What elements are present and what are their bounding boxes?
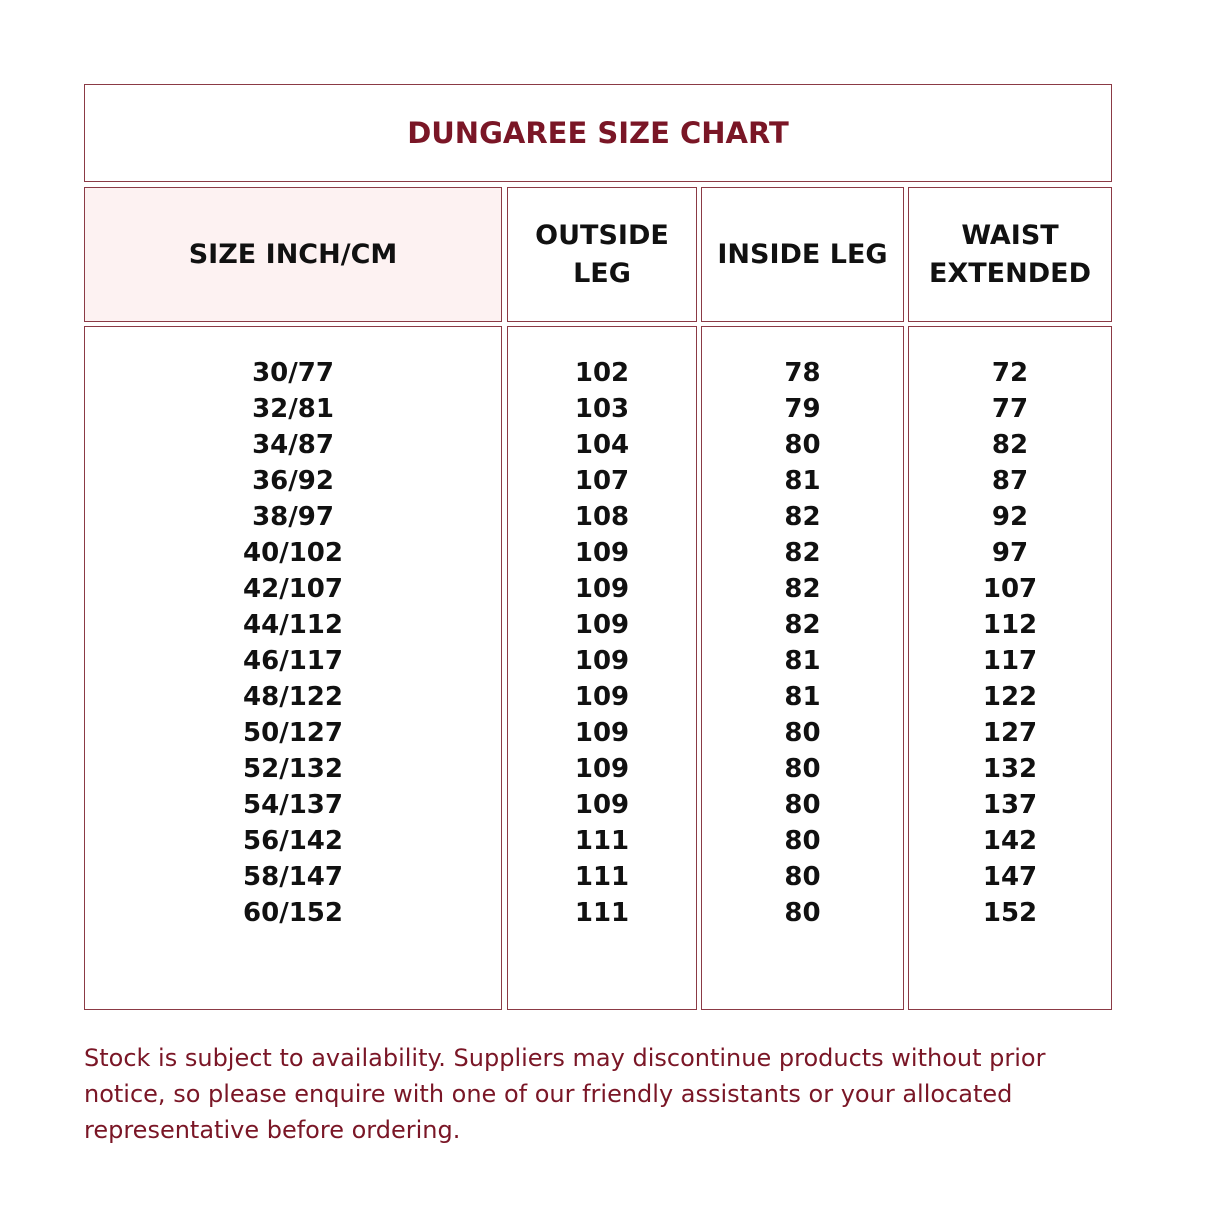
table-cell-waist-extended: 152 [982,898,1038,928]
availability-note: Stock is subject to availability. Suppliers may discontinue products without prior notice, so please enquire with one of our friendly assistants or your allocated representative before ordering. [84,1044,1046,1144]
table-cell-outside-leg: 111 [574,862,630,892]
table-cell-outside-leg: 109 [574,610,630,640]
table-cell-outside-leg: 109 [574,790,630,820]
header-outside-leg-label: OUTSIDE LEG [535,219,669,289]
table-cell-waist-extended: 107 [982,574,1038,604]
column-outside-leg [507,326,697,1010]
header-size-label: SIZE INCH/CM [188,238,398,270]
table-cell-size: 44/112 [243,610,343,640]
column-waist-extended-cells [909,355,1111,931]
table-cell-waist-extended: 82 [991,430,1029,460]
column-size-cells [85,355,501,931]
header-waist-extended-label: WAIST EXTENDED [929,219,1091,289]
table-cell-inside-leg: 78 [784,358,821,388]
table-cell-inside-leg: 82 [784,610,821,640]
table-cell-waist-extended: 77 [991,394,1029,424]
header-waist-extended [908,187,1112,322]
table-cell-inside-leg: 80 [784,430,821,460]
header-inside-leg-label: INSIDE LEG [717,238,888,270]
table-cell-inside-leg: 80 [784,754,821,784]
table-cell-size: 58/147 [243,862,343,892]
table-cell-waist-extended: 127 [982,718,1038,748]
table-cell-inside-leg: 80 [784,898,821,928]
table-cell-inside-leg: 80 [784,826,821,856]
table-cell-inside-leg: 81 [784,466,821,496]
table-cell-outside-leg: 103 [574,394,630,424]
table-cell-outside-leg: 107 [574,466,630,496]
header-inside-leg [701,187,904,322]
table-cell-waist-extended: 112 [982,610,1038,640]
table-cell-size: 30/77 [252,358,334,388]
column-inside-leg [701,326,904,1010]
table-cell-inside-leg: 80 [784,862,821,892]
table-cell-size: 48/122 [243,682,343,712]
table-cell-outside-leg: 111 [574,826,630,856]
table-cell-size: 46/117 [243,646,343,676]
table-cell-size: 54/137 [243,790,343,820]
table-cell-size: 32/81 [252,394,334,424]
table-cell-size: 34/87 [252,430,334,460]
chart-title: DUNGAREE SIZE CHART [407,116,789,150]
column-waist-extended [908,326,1112,1010]
table-cell-outside-leg: 109 [574,646,630,676]
table-cell-waist-extended: 132 [982,754,1038,784]
table-cell-size: 50/127 [243,718,343,748]
table-cell-outside-leg: 104 [574,430,630,460]
column-outside-leg-cells [508,355,696,931]
table-cell-outside-leg: 102 [574,358,630,388]
table-cell-waist-extended: 72 [991,358,1029,388]
table-cell-outside-leg: 108 [574,502,630,532]
table-cell-inside-leg: 82 [784,538,821,568]
header-outside-leg [507,187,697,322]
table-cell-inside-leg: 80 [784,790,821,820]
table-cell-outside-leg: 109 [574,574,630,604]
table-cell-size: 36/92 [252,466,334,496]
table-cell-waist-extended: 142 [982,826,1038,856]
table-cell-size: 56/142 [243,826,343,856]
column-size [84,326,502,1010]
table-cell-waist-extended: 97 [991,538,1029,568]
table-cell-waist-extended: 147 [982,862,1038,892]
table-cell-waist-extended: 87 [991,466,1029,496]
table-cell-size: 38/97 [252,502,334,532]
table-cell-waist-extended: 122 [982,682,1038,712]
table-cell-size: 40/102 [243,538,343,568]
table-cell-inside-leg: 79 [784,394,821,424]
table-cell-inside-leg: 81 [784,682,821,712]
table-cell-inside-leg: 82 [784,502,821,532]
table-cell-waist-extended: 117 [982,646,1038,676]
table-cell-size: 60/152 [243,898,343,928]
table-cell-outside-leg: 111 [574,898,630,928]
table-cell-waist-extended: 92 [991,502,1029,532]
table-cell-size: 42/107 [243,574,343,604]
table-cell-inside-leg: 82 [784,574,821,604]
column-inside-leg-cells [702,355,903,931]
table-cell-outside-leg: 109 [574,754,630,784]
table-cell-outside-leg: 109 [574,682,630,712]
table-cell-inside-leg: 81 [784,646,821,676]
header-size [84,187,502,322]
chart-title-box [84,84,1112,182]
table-cell-outside-leg: 109 [574,718,630,748]
table-cell-inside-leg: 80 [784,718,821,748]
table-cell-waist-extended: 137 [982,790,1038,820]
table-cell-outside-leg: 109 [574,538,630,568]
table-cell-size: 52/132 [243,754,343,784]
